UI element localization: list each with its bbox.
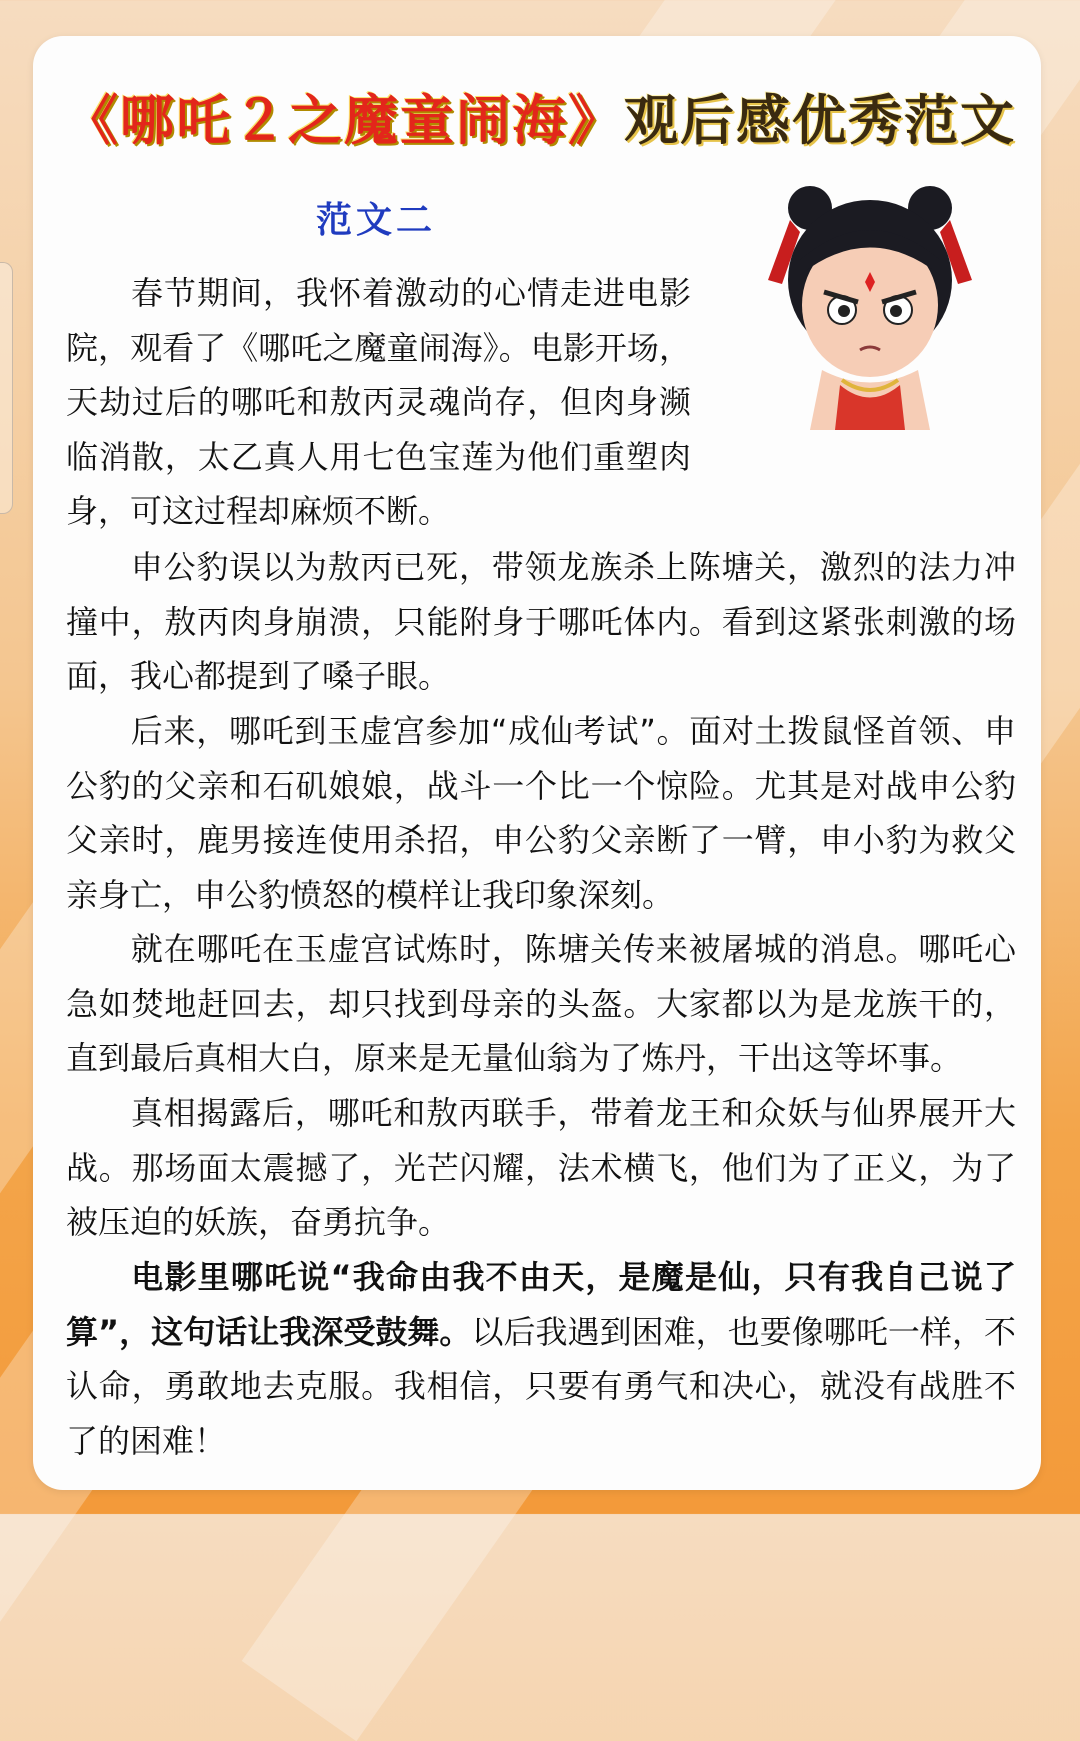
paragraph-3 <box>66 704 1016 922</box>
paragraph-5-text: 真相揭露后，哪吒和敖丙联手，带着龙王和众妖与仙界展开大战。那场面太震撼了，光芒闪耀，法术横飞，他们为了正义，为了被压迫的妖族，奋勇抗争。 <box>66 1094 1016 1242</box>
quote-highlight: 电影里哪吒说“我命由我不由天，是魔是仙，只有我自己说了算”，这句话让我深受鼓舞。 <box>66 1258 1016 1351</box>
paragraph-5 <box>66 1086 1016 1250</box>
paragraph-6 <box>66 1250 1016 1468</box>
paragraph-2 <box>66 540 1016 704</box>
paragraph-6-text: 以后我遇到困难，也要像哪吒一样，不认命，勇敢地去克服。我相信，只要有勇气和决心，就没有战胜不了的困难！ <box>66 1312 1016 1460</box>
title-suffix: 观后感优秀范文 <box>624 88 1016 152</box>
section-subtitle: 范文二 <box>316 199 437 241</box>
paragraph-2-text: 申公豹误以为敖丙已死，带领龙族杀上陈塘关，激烈的法力冲撞中，敖丙肉身崩溃，只能附身于哪吒体内。看到这紧张刺激的场面，我心都提到了嗓子眼。 <box>66 548 1016 696</box>
paragraph-1 <box>66 266 691 539</box>
paragraph-4-text: 就在哪吒在玉虚宫试炼时，陈塘关传来被屠城的消息。哪吒心急如焚地赶回去，却只找到母亲的头盔。大家都以为是龙族干的，直到最后真相大白，原来是无量仙翁为了炼丹，干出这等坏事。 <box>66 930 1016 1078</box>
title-movie-name: 《哪吒２之魔童闹海》 <box>64 88 624 152</box>
paragraph-3-text: 后来，哪吒到玉虚宫参加“成仙考试”。面对土拨鼠怪首领、申公豹的父亲和石矶娘娘，战斗一个比一个惊险。尤其是对战申公豹父亲时，鹿男接连使用杀招，申公豹父亲断了一臂，申小豹为救父亲身亡，申公豹愤怒的模样让我印象深刻。 <box>66 712 1016 914</box>
paragraph-4 <box>66 922 1016 1086</box>
paragraph-1-text: 春节期间，我怀着激动的心情走进电影院，观看了《哪吒之魔童闹海》。电影开场，天劫过后的哪吒和敖丙灵魂尚存，但肉身濒临消散，太乙真人用七色宝莲为他们重塑肉身，可这过程却麻烦不断。 <box>66 274 691 531</box>
side-handle[interactable] <box>0 262 13 514</box>
nezha-character-icon <box>760 180 975 430</box>
page-title <box>0 78 1080 155</box>
